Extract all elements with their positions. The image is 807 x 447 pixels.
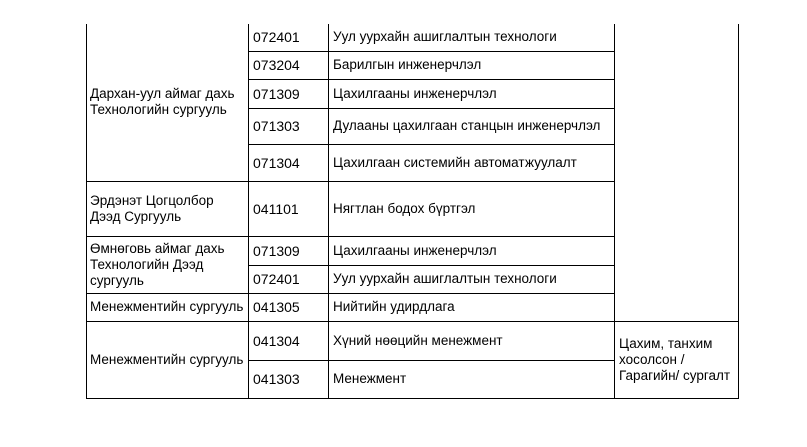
program-code-cell: 071303 [249,108,329,144]
program-name-cell: Барилгын инженерчлэл [329,51,615,79]
program-name-cell: Уул уурхайн ашиглалтын технологи [329,265,615,293]
school-cell: Дархан-уул аймаг дахь Технологийн сургууль [87,24,249,181]
table-row [87,321,739,360]
program-name-cell: Дулааны цахилгаан станцын инженерчлэл [329,108,615,144]
program-name-cell: Хүний нөөцийн менежмент [329,321,615,360]
program-table [86,24,739,399]
program-code-cell: 072401 [249,24,329,51]
school-cell: Менежментийн сургууль [87,321,249,398]
program-name-cell: Цахилгаан системийн автоматжуулалт [329,144,615,181]
program-code-cell: 072401 [249,265,329,293]
program-name-cell: Цахилгааны инженерчлэл [329,79,615,108]
school-cell: Өмнөговь аймаг дахь Технологийн Дээд сургууль [87,236,249,293]
program-name-cell: Менежмент [329,360,615,398]
study-mode-cell: Цахим, танхим хосолсон /Гарагийн/ сургалт [615,321,739,398]
program-name-cell: Нягтлан бодох бүртгэл [329,181,615,236]
program-code-cell: 073204 [249,51,329,79]
table-row [87,24,739,51]
program-code-cell: 071304 [249,144,329,181]
study-mode-cell [615,24,739,321]
program-code-cell: 041101 [249,181,329,236]
program-name-cell: Цахилгааны инженерчлэл [329,236,615,265]
program-name-cell: Уул уурхайн ашиглалтын технологи [329,24,615,51]
program-code-cell: 071309 [249,79,329,108]
program-code-cell: 041305 [249,293,329,321]
school-cell: Эрдэнэт Цогцолбор Дээд Сургууль [87,181,249,236]
program-code-cell: 041304 [249,321,329,360]
school-cell: Менежментийн сургууль [87,293,249,321]
program-code-cell: 071309 [249,236,329,265]
program-code-cell: 041303 [249,360,329,398]
program-name-cell: Нийтийн удирдлага [329,293,615,321]
